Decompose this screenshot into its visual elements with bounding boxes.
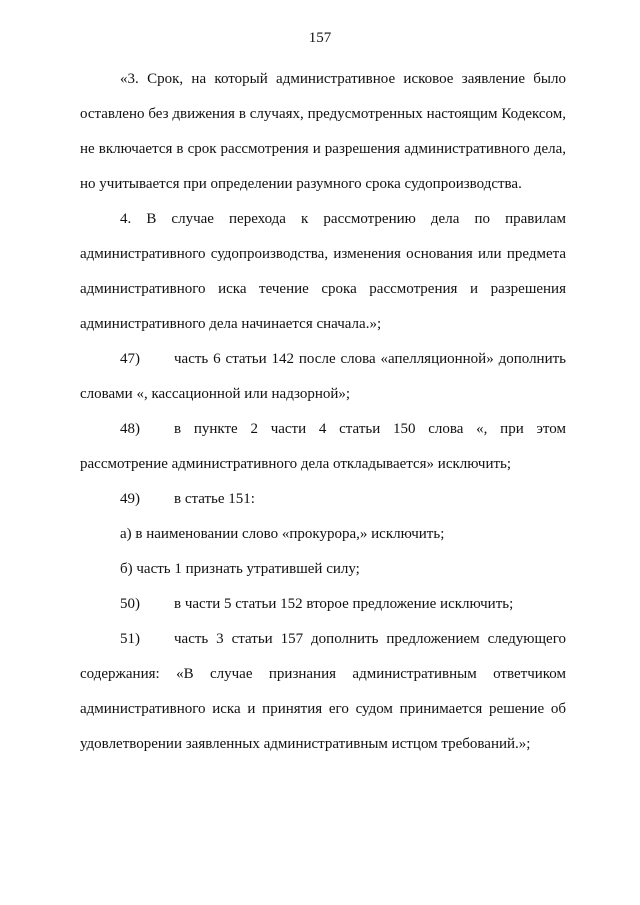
body-text [80, 62, 566, 762]
list-item-50 [80, 587, 566, 622]
page-number: 157 [308, 30, 332, 46]
item-text: часть 3 статьи 157 дополнить предложением следующего содержания: «В случае признания административным ответчиком административного иска и принятия его судом принимается решение об удовлетворении заявленных административным истцом требований.»; [80, 631, 566, 752]
paragraph-3: «3. Срок, на который административное исковое заявление было оставлено без движения в случаях, предусмотренных настоящим Кодексом, не включается в срок рассмотрения и разрешения административного дела, но учитывается при определении разумного срока судопроизводства. [80, 71, 566, 192]
sub-item-a: а) в наименовании слово «прокурора,» исключить; [120, 526, 445, 542]
item-text: в пункте 2 части 4 статьи 150 слова «, при этом рассмотрение административного дела откладывается» исключить; [80, 421, 566, 472]
item-number: 48) [120, 421, 140, 437]
sub-item-b: б) часть 1 признать утратившей силу; [120, 561, 360, 577]
list-item-51 [80, 622, 566, 762]
list-item-48 [80, 412, 566, 482]
item-number: 49) [120, 491, 140, 507]
list-item-47 [80, 342, 566, 412]
item-number: 50) [120, 596, 140, 612]
item-text: часть 6 статьи 142 после слова «апелляционной» дополнить словами «, кассационной или надзорной»; [80, 351, 566, 402]
list-item-49 [80, 482, 566, 517]
paragraph-4: 4. В случае перехода к рассмотрению дела по правилам административного судопроизводства, изменения основания или предмета административного иска течение срока рассмотрения и разрешения административного дела начинается сначала.»; [80, 211, 566, 332]
item-number: 51) [120, 631, 140, 647]
item-number: 47) [120, 351, 140, 367]
item-text: в статье 151: [174, 491, 255, 507]
item-text: в части 5 статьи 152 второе предложение исключить; [174, 596, 514, 612]
